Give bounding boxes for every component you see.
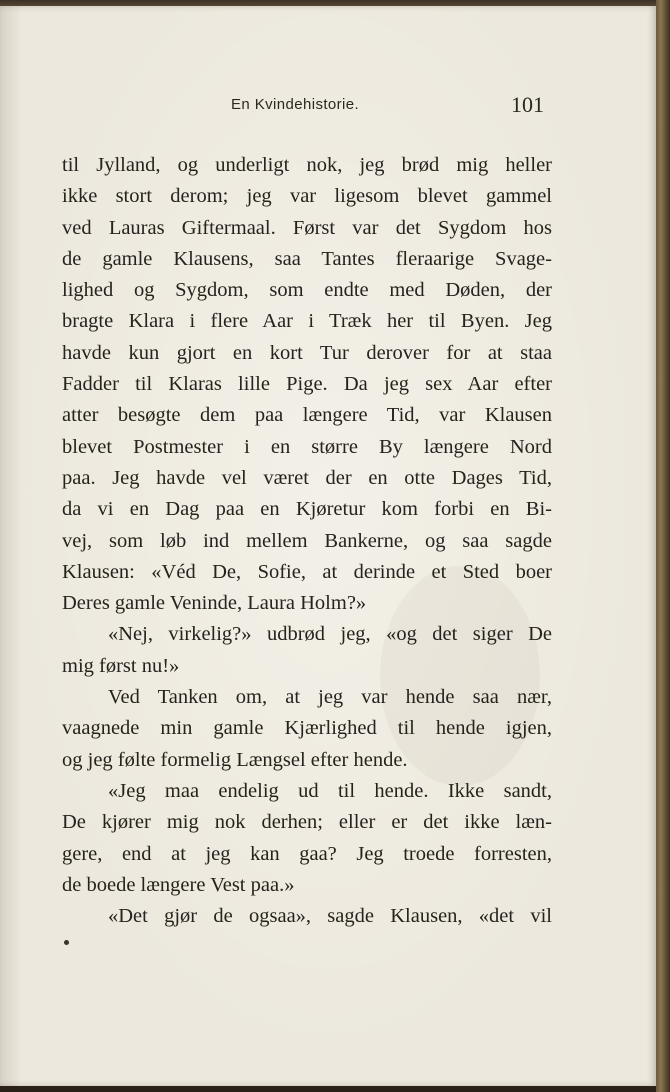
text-line: paa. Jeg havde vel været der en otte Dages Tid, [62,466,552,489]
text-line: «Nej, virkelig?» udbrød jeg, «og det siger De [108,623,552,646]
text-line: Klausen: «Véd De, Sofie, at derinde et Sted boer [62,560,552,583]
page-header [0,92,656,120]
text-line: ved Lauras Giftermaal. Først var det Sygdom hos [62,216,552,239]
text-line: og jeg følte formelig Længsel efter hende. [62,748,408,771]
text-line: de boede længere Vest paa.» [62,873,295,896]
text-line: Ved Tanken om, at jeg var hende saa nær, [108,686,552,709]
text-line: ikke stort derom; jeg var ligesom blevet gammel [62,185,552,208]
body-text [62,150,552,932]
text-line: gere, end at jeg kan gaa? Jeg troede forresten, [62,842,552,865]
ink-speck [64,940,69,945]
text-line: vaagnede min gamle Kjærlighed til hende igjen, [62,717,552,740]
text-line: de gamle Klausens, saa Tantes fleraarige Svage- [62,247,552,270]
text-line: bragte Klara i flere Aar i Træk her til Byen. Jeg [62,310,552,333]
text-line: Deres gamle Veninde, Laura Holm?» [62,592,367,615]
text-line: Fadder til Klaras lille Pige. Da jeg sex Aar efter [62,373,552,396]
text-line: mig først nu!» [62,654,180,677]
text-line: De kjører mig nok derhen; eller er det ikke læn- [62,811,552,834]
text-line: lighed og Sygdom, som endte med Døden, der [62,279,552,302]
book-page [0,6,656,1086]
text-line: «Jeg maa endelig ud til hende. Ikke sandt, [108,779,552,802]
text-line: til Jylland, og underligt nok, jeg brød mig heller [62,154,552,176]
book-spine-edge [656,0,670,1092]
text-line: da vi en Dag paa en Kjøretur kom forbi en Bi- [62,498,552,521]
text-line: blevet Postmester i en større By længere Nord [62,435,552,458]
running-title: En Kvindehistorie. [231,96,360,113]
text-line: havde kun gjort en kort Tur derover for at staa [62,341,552,364]
text-line: vej, som løb ind mellem Bankerne, og saa sagde [62,529,552,552]
page-number: 101 [511,92,544,117]
text-line: atter besøgte dem paa længere Tid, var Klausen [62,404,552,427]
text-line: «Det gjør de ogsaa», sagde Klausen, «det vil [108,905,552,928]
